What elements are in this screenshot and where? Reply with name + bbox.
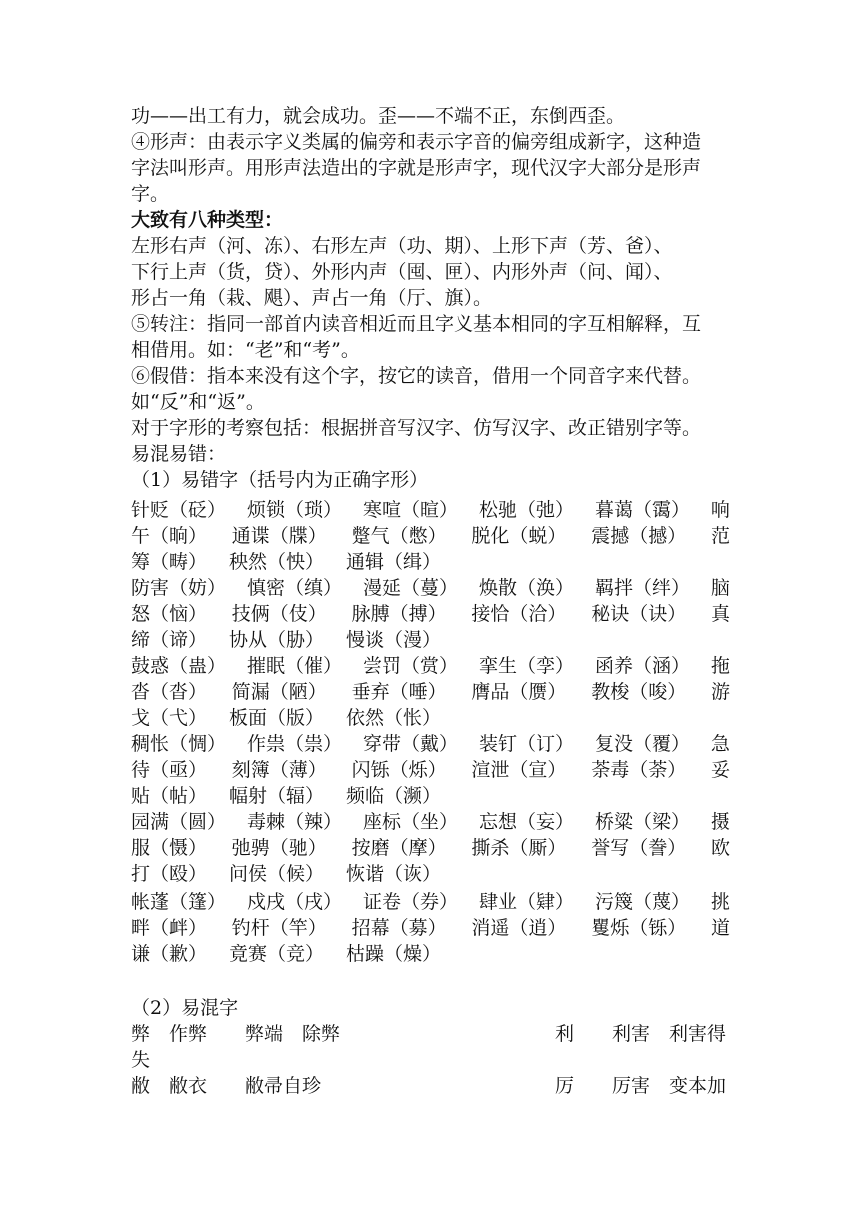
typo-item: 复没（覆） bbox=[594, 733, 690, 755]
typo-item: 问侯（候） bbox=[229, 863, 325, 885]
typo-item: 摧眠（催） bbox=[246, 655, 342, 677]
typo-item: 打（殴） bbox=[131, 863, 208, 885]
typo-item: 教梭（唆） bbox=[591, 681, 687, 703]
typo-item: 装钉（订） bbox=[478, 733, 574, 755]
typo-item: 脱化（蜕） bbox=[471, 525, 567, 547]
typo-item: 桥粱（梁） bbox=[594, 811, 690, 833]
typo-row bbox=[131, 835, 731, 861]
paragraph-line: 如“反”和“返”。 bbox=[131, 391, 265, 413]
typo-item: 帐蓬（篷） bbox=[131, 891, 227, 913]
typo-item: 漫延（蔓） bbox=[362, 577, 458, 599]
typo-item: 弛骋（驰） bbox=[231, 837, 327, 859]
typo-item: 尝罚（赏） bbox=[362, 655, 458, 677]
section-heading: 大致有八种类型： bbox=[131, 209, 284, 231]
typo-item: 按磨（摩） bbox=[351, 837, 447, 859]
typo-item: 响 bbox=[710, 499, 730, 521]
paragraph-line: ④形声：由表示字义类属的偏旁和表示字音的偏旁组成新字，这种造 bbox=[131, 131, 702, 153]
typo-row bbox=[131, 915, 731, 941]
typo-item: 技俩（伎） bbox=[231, 603, 327, 625]
typo-item: 幅射（辐） bbox=[229, 785, 325, 807]
typo-item: 脉膊（搏） bbox=[351, 603, 447, 625]
typo-item: 依然（怅） bbox=[346, 707, 442, 729]
typo-item: 频临（濒） bbox=[346, 785, 442, 807]
typo-item: 钓杆（竿） bbox=[231, 917, 327, 939]
typo-item: 贴（帖） bbox=[131, 785, 208, 807]
typo-item: 慎密（缜） bbox=[246, 577, 342, 599]
typo-item: 矍烁（铄） bbox=[591, 917, 687, 939]
typo-item: 协从（胁） bbox=[229, 629, 325, 651]
confuse-wrap: 失 bbox=[131, 1049, 151, 1071]
typo-item: 忘想（妄） bbox=[478, 811, 574, 833]
typo-item: 刻簿（薄） bbox=[231, 759, 327, 781]
typo-item: 垂弃（唾） bbox=[351, 681, 447, 703]
typo-item: 誉写（誊） bbox=[591, 837, 687, 859]
typo-item: 羁拌（绊） bbox=[594, 577, 690, 599]
subsection-title: （2）易混字 bbox=[131, 997, 239, 1019]
typo-item: 震撼（撼） bbox=[591, 525, 687, 547]
typo-item: 板面（版） bbox=[229, 707, 325, 729]
typo-item: 蹩气（憋） bbox=[351, 525, 447, 547]
typo-item: 范 bbox=[710, 525, 730, 547]
typo-item: 缔（谛） bbox=[131, 629, 208, 651]
typo-item: 挛生（孪） bbox=[478, 655, 574, 677]
typo-item: 挑 bbox=[710, 891, 730, 913]
typo-item: 毒棘（辣） bbox=[246, 811, 342, 833]
typo-item: 焕散（涣） bbox=[478, 577, 574, 599]
typo-item: 沓（沓） bbox=[131, 681, 208, 703]
confuse-left: 敝 敝衣 敝帚自珍 bbox=[131, 1075, 322, 1097]
typo-item: 秧然（怏） bbox=[229, 551, 325, 573]
paragraph-line: 形占一角（栽、飓）、声占一角（厅、旗）。 bbox=[131, 287, 493, 309]
typo-row bbox=[131, 783, 731, 809]
typo-row bbox=[131, 653, 731, 679]
typo-item: 针贬（砭） bbox=[131, 499, 227, 521]
typo-row bbox=[131, 731, 731, 757]
typo-item: 游 bbox=[710, 681, 730, 703]
typo-row bbox=[131, 861, 731, 887]
typo-row bbox=[131, 497, 731, 523]
paragraph-line: 功——出工有力，就会成功。歪——不端不正，东倒西歪。 bbox=[131, 105, 626, 127]
typo-item: 作祟（祟） bbox=[246, 733, 342, 755]
typo-item: 渲泄（宣） bbox=[471, 759, 567, 781]
typo-item: 招幕（募） bbox=[351, 917, 447, 939]
typo-item: 怒（恼） bbox=[131, 603, 208, 625]
typo-item: 戈（弋） bbox=[131, 707, 208, 729]
typo-item: 秘诀（诀） bbox=[591, 603, 687, 625]
typo-item: 寒喧（暄） bbox=[362, 499, 458, 521]
paragraph-line: 相借用。如：“老”和“考”。 bbox=[131, 339, 360, 361]
typo-item: 松驰（弛） bbox=[478, 499, 574, 521]
typo-item: 证卷（券） bbox=[362, 891, 458, 913]
typo-item: 脑 bbox=[710, 577, 730, 599]
typo-item: 午（晌） bbox=[131, 525, 208, 547]
typo-row bbox=[131, 889, 731, 915]
typo-item: 消遥（逍） bbox=[471, 917, 567, 939]
typo-item: 穿带（戴） bbox=[362, 733, 458, 755]
typo-item: 戍戌（戌） bbox=[246, 891, 342, 913]
typo-item: 真 bbox=[710, 603, 730, 625]
typo-item: 摄 bbox=[710, 811, 730, 833]
typo-item: 简漏（陋） bbox=[231, 681, 327, 703]
typo-item: 园满（圆） bbox=[131, 811, 227, 833]
paragraph-line: 易混易错： bbox=[131, 443, 227, 465]
paragraph-line: 左形右声（河、冻）、右形左声（功、期）、上形下声（芳、爸）、 bbox=[131, 235, 673, 257]
typo-item: 防害（妨） bbox=[131, 577, 227, 599]
typo-row bbox=[131, 679, 731, 705]
typo-item: 暮蔼（霭） bbox=[594, 499, 690, 521]
typo-item: 道 bbox=[710, 917, 730, 939]
typo-item: 接恰（洽） bbox=[471, 603, 567, 625]
typo-item: 通辑（缉） bbox=[346, 551, 442, 573]
paragraph-line: ⑥假借：指本来没有这个字，按它的读音，借用一个同音字来代替。 bbox=[131, 365, 702, 387]
typo-row bbox=[131, 575, 731, 601]
typo-item: 闪铄（烁） bbox=[351, 759, 447, 781]
typo-item: 竟赛（竞） bbox=[229, 943, 325, 965]
typo-item: 欧 bbox=[710, 837, 730, 859]
paragraph-line: 下行上声（货，贷）、外形内声（囤、匣）、内形外声（问、闻）、 bbox=[131, 261, 673, 283]
paragraph-line: 字。 bbox=[131, 183, 170, 205]
typo-row bbox=[131, 601, 731, 627]
typo-item: 污篾（蔑） bbox=[594, 891, 690, 913]
typo-item: 膺品（赝） bbox=[471, 681, 567, 703]
paragraph-line: 字法叫形声。用形声法造出的字就是形声字，现代汉字大部分是形声 bbox=[131, 157, 702, 179]
typo-item: 拖 bbox=[710, 655, 730, 677]
typo-item: 肆业（肄） bbox=[478, 891, 574, 913]
typo-item: 筹（畴） bbox=[131, 551, 208, 573]
typo-item: 慢谈（漫） bbox=[346, 629, 442, 651]
typo-item: 待（亟） bbox=[131, 759, 208, 781]
typo-item: 恢谐（诙） bbox=[346, 863, 442, 885]
typo-row bbox=[131, 941, 731, 967]
typo-row bbox=[131, 523, 731, 549]
typo-row bbox=[131, 627, 731, 653]
typo-item: 谦（歉） bbox=[131, 943, 208, 965]
typo-item: 通谍（牒） bbox=[231, 525, 327, 547]
typo-item: 鼓惑（蛊） bbox=[131, 655, 227, 677]
typo-item: 撕杀（厮） bbox=[471, 837, 567, 859]
typo-item: 枯躁（燥） bbox=[346, 943, 442, 965]
typo-row bbox=[131, 757, 731, 783]
typo-item: 座标（坐） bbox=[362, 811, 458, 833]
typo-item: 妥 bbox=[710, 759, 730, 781]
typo-item: 服（慑） bbox=[131, 837, 208, 859]
paragraph-line: 对于字形的考察包括：根据拼音写汉字、仿写汉字、改正错别字等。 bbox=[131, 417, 702, 439]
paragraph-line: ⑤转注：指同一部首内读音相近而且字义基本相同的字互相解释，互 bbox=[131, 313, 702, 335]
confuse-right: 利 利害 利害得 bbox=[555, 1023, 727, 1045]
typo-item: 稠怅（惆） bbox=[131, 733, 227, 755]
typo-item: 烦锁（琐） bbox=[246, 499, 342, 521]
typo-row bbox=[131, 549, 731, 575]
typo-item: 畔（衅） bbox=[131, 917, 208, 939]
typo-item: 函养（涵） bbox=[594, 655, 690, 677]
typo-row bbox=[131, 809, 731, 835]
typo-row bbox=[131, 705, 731, 731]
confuse-left: 弊 作弊 弊端 除弊 bbox=[131, 1023, 341, 1045]
subsection-title: （1）易错字（括号内为正确字形） bbox=[131, 469, 429, 491]
confuse-right: 厉 厉害 变本加 bbox=[555, 1075, 727, 1097]
typo-item: 荼毒（荼） bbox=[591, 759, 687, 781]
typo-item: 急 bbox=[710, 733, 730, 755]
